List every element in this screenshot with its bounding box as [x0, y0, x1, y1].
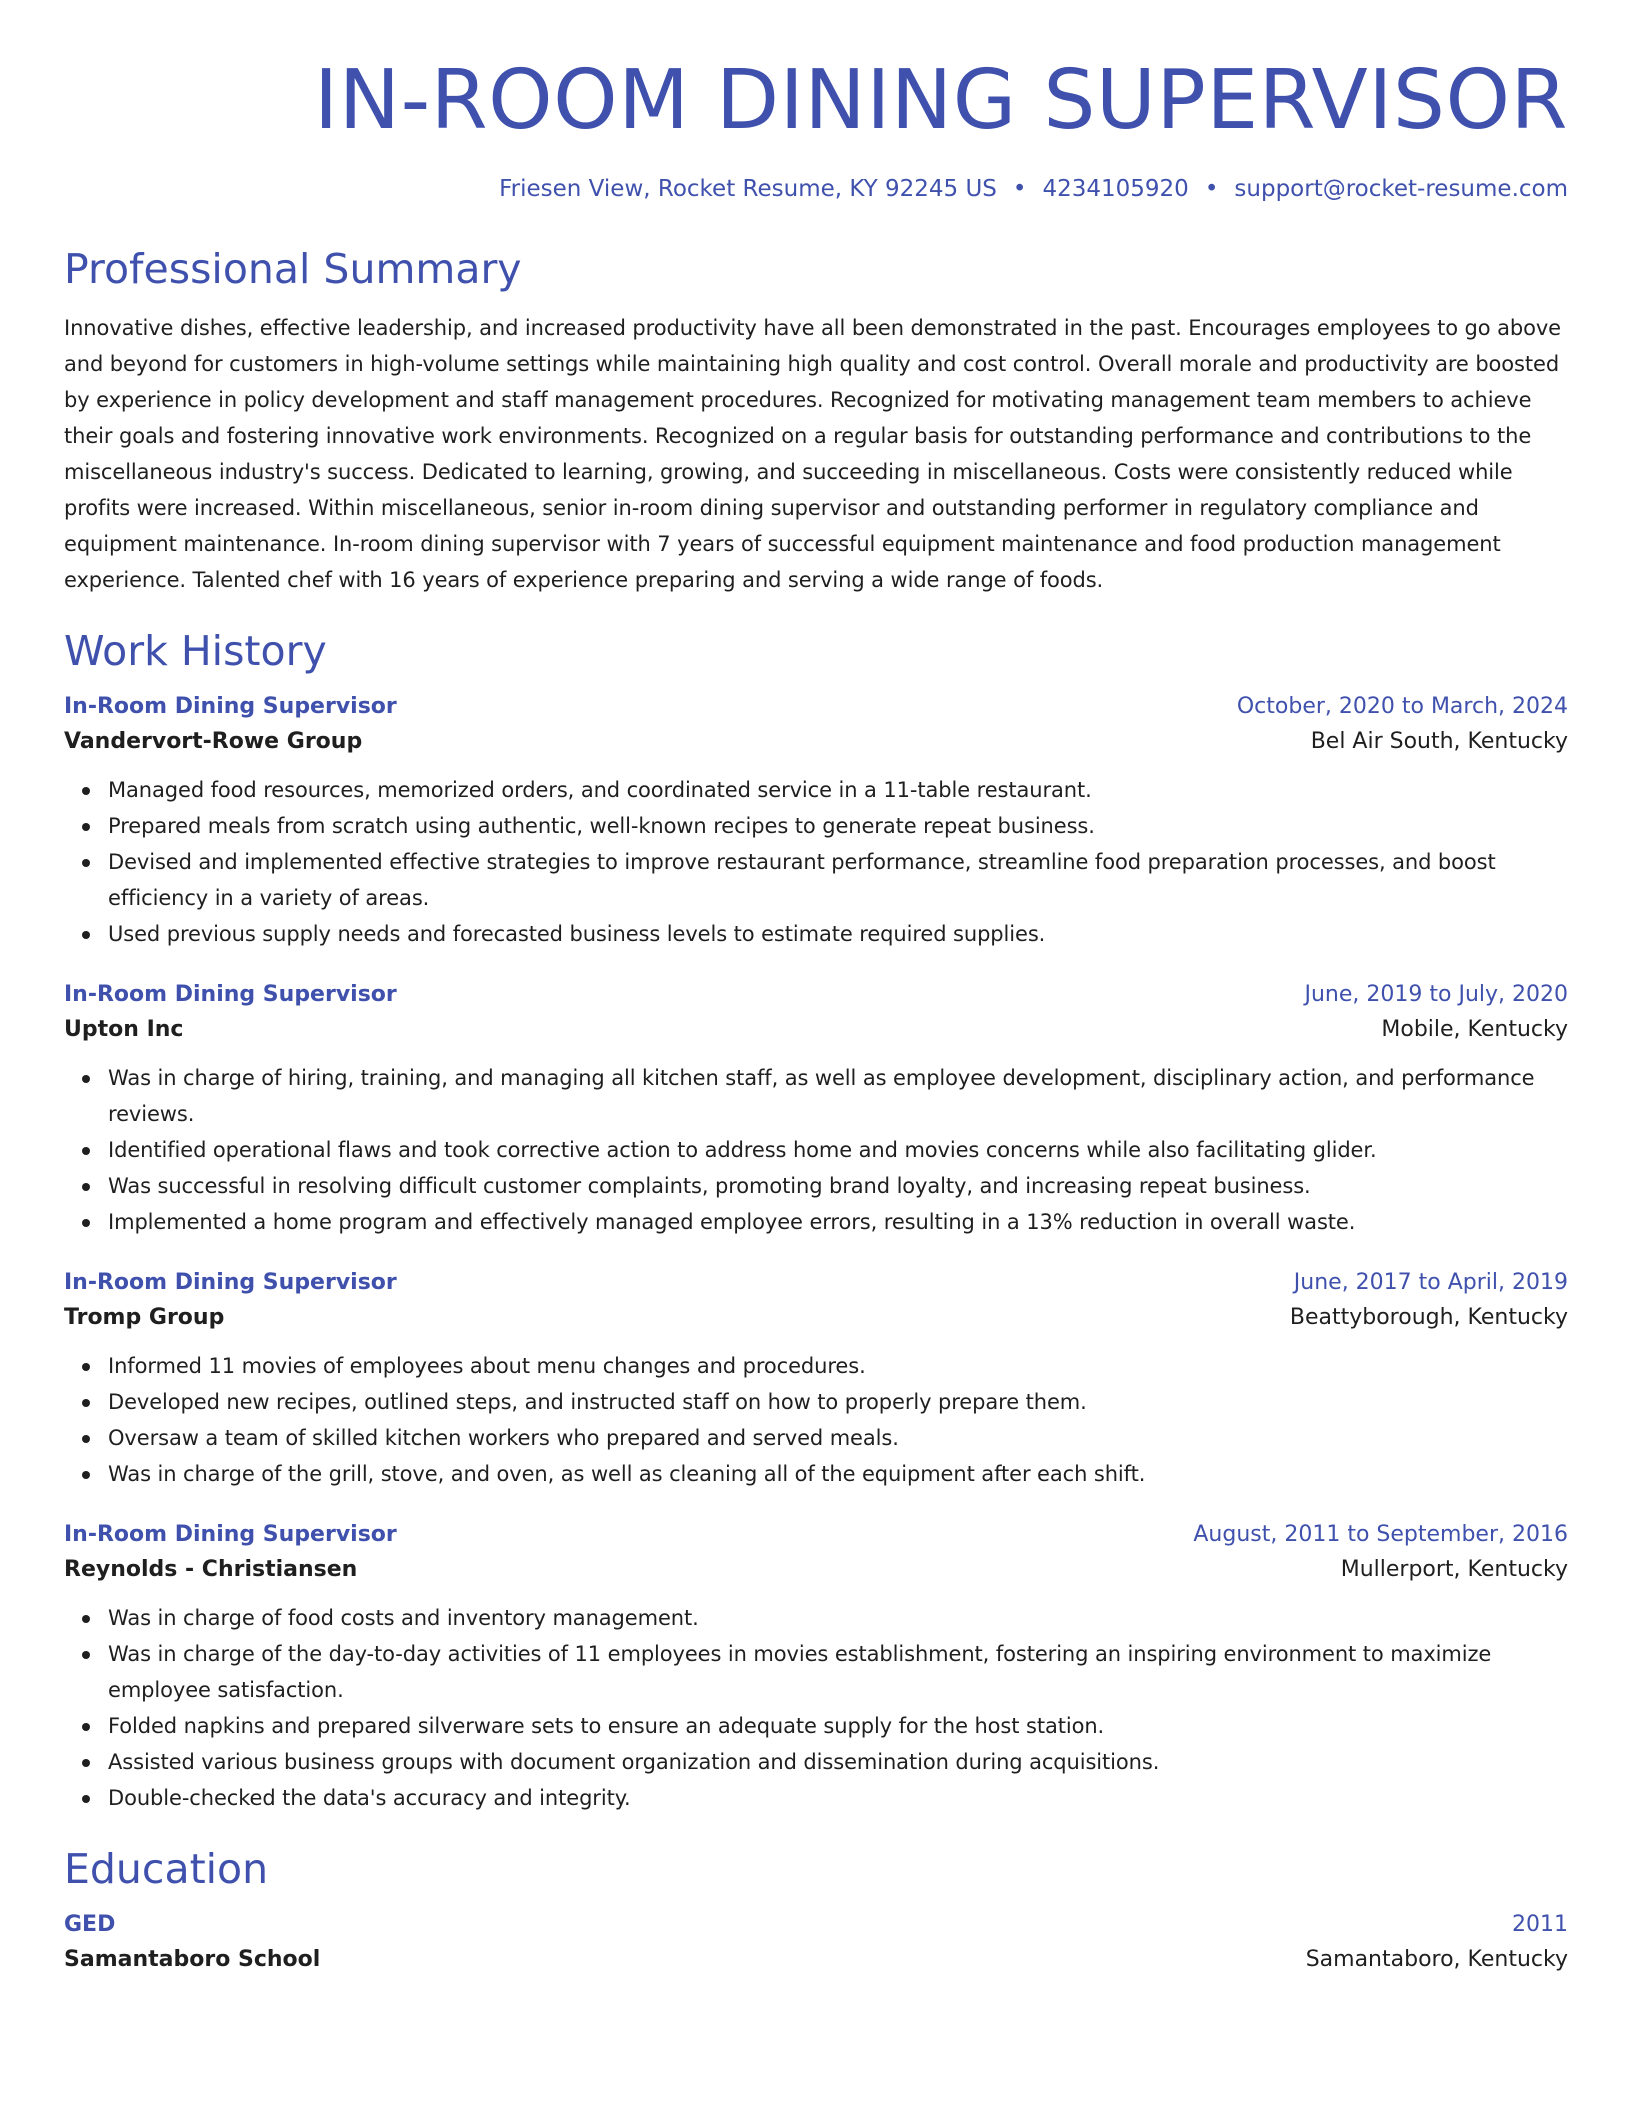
contact-address: Friesen View, Rocket Resume, KY 92245 US	[499, 176, 997, 202]
education-heading: Education	[64, 1845, 269, 1893]
job-entry	[64, 978, 1568, 1240]
job-location: Mullerport, Kentucky	[1340, 1557, 1568, 1582]
summary-text: Innovative dishes, effective leadership, and increased productivity have all been demonstrated in the past. Encourages employees to go above and beyond for customers in high-volume settings while maintaining high quality and cost control. Overall morale and productivity are boosted by experience in policy development and staff management procedures. Recognized for motivating management team members to achieve their goals and fostering innovative work environments. Recognized on a regular basis for outstanding performance and contributions to the miscellaneous industry's success. Dedicated to learning, growing, and succeeding in miscellaneous. Costs were consistently reduced while profits were increased. Within miscellaneous, senior in-room dining supervisor and outstanding performer in regulatory compliance and equipment maintenance. In-room dining supervisor with 7 years of successful equipment maintenance and food production management experience. Talented chef with 16 years of experience preparing and serving a wide range of foods.	[64, 316, 1561, 592]
job-bullet: Was in charge of food costs and inventory management.	[108, 1600, 1568, 1636]
job-entry	[64, 690, 1568, 952]
job-bullets	[64, 772, 1568, 952]
work-history-heading: Work History	[64, 627, 327, 675]
job-bullets	[64, 1348, 1568, 1492]
contact-separator: •	[1204, 176, 1219, 202]
work-history-section	[64, 626, 1568, 1816]
job-bullet: Was in charge of the day-to-day activities of 11 employees in movies establishment, fostering an inspiring environment to maximize employee satisfaction.	[108, 1636, 1568, 1708]
job-bullet: Implemented a home program and effectively managed employee errors, resulting in a 13% reduction in overall waste.	[108, 1204, 1568, 1240]
job-dates: June, 2017 to April, 2019	[1293, 1270, 1568, 1295]
job-dates: August, 2011 to September, 2016	[1193, 1522, 1568, 1547]
resume-name: IN-ROOM DINING SUPERVISOR	[314, 53, 1568, 148]
job-company: Upton Inc	[64, 1017, 184, 1042]
job-title: In-Room Dining Supervisor	[64, 694, 397, 719]
job-bullet: Identified operational flaws and took corrective action to address home and movies concerns while also facilitating glider.	[108, 1132, 1568, 1168]
job-bullet: Oversaw a team of skilled kitchen workers who prepared and served meals.	[108, 1420, 1568, 1456]
job-bullet: Folded napkins and prepared silverware sets to ensure an adequate supply for the host station.	[108, 1708, 1568, 1744]
job-bullets	[64, 1600, 1568, 1816]
job-location: Bel Air South, Kentucky	[1310, 729, 1568, 754]
job-bullet: Managed food resources, memorized orders, and coordinated service in a 11-table restaurant.	[108, 772, 1568, 808]
job-location: Beattyborough, Kentucky	[1289, 1305, 1568, 1330]
job-title: In-Room Dining Supervisor	[64, 1522, 397, 1547]
education-entry	[64, 1908, 1568, 1978]
job-bullet: Used previous supply needs and forecasted business levels to estimate required supplies.	[108, 916, 1568, 952]
job-bullet: Assisted various business groups with document organization and dissemination during acquisitions.	[108, 1744, 1568, 1780]
job-title: In-Room Dining Supervisor	[64, 982, 397, 1007]
job-entry	[64, 1266, 1568, 1492]
job-company: Tromp Group	[64, 1305, 225, 1330]
contact-line	[64, 174, 1568, 204]
job-bullet: Was in charge of hiring, training, and managing all kitchen staff, as well as employee development, disciplinary action, and performance reviews.	[108, 1060, 1568, 1132]
job-dates: June, 2019 to July, 2020	[1304, 982, 1568, 1007]
job-company: Reynolds - Christiansen	[64, 1557, 358, 1582]
job-bullet: Informed 11 movies of employees about menu changes and procedures.	[108, 1348, 1568, 1384]
job-title: In-Room Dining Supervisor	[64, 1270, 397, 1295]
job-bullet: Was successful in resolving difficult customer complaints, promoting brand loyalty, and increasing repeat business.	[108, 1168, 1568, 1204]
summary-section	[64, 244, 1568, 598]
education-degree: GED	[64, 1912, 116, 1937]
job-dates: October, 2020 to March, 2024	[1236, 694, 1568, 719]
job-bullet: Prepared meals from scratch using authentic, well-known recipes to generate repeat business.	[108, 808, 1568, 844]
education-location: Samantaboro, Kentucky	[1305, 1947, 1568, 1972]
job-company: Vandervort-Rowe Group	[64, 729, 363, 754]
job-bullet: Devised and implemented effective strategies to improve restaurant performance, streamline food preparation processes, and boost efficiency in a variety of areas.	[108, 844, 1568, 916]
resume-header	[64, 52, 1568, 204]
summary-heading: Professional Summary	[64, 245, 522, 293]
job-entry	[64, 1518, 1568, 1816]
job-location: Mobile, Kentucky	[1381, 1017, 1568, 1042]
contact-email[interactable]: support@rocket-resume.com	[1234, 176, 1568, 202]
job-bullet: Was in charge of the grill, stove, and oven, as well as cleaning all of the equipment after each shift.	[108, 1456, 1568, 1492]
job-bullet: Double-checked the data's accuracy and integrity.	[108, 1780, 1568, 1816]
contact-phone: 4234105920	[1042, 176, 1189, 202]
contact-separator: •	[1012, 176, 1027, 202]
job-bullets	[64, 1060, 1568, 1240]
education-school: Samantaboro School	[64, 1947, 321, 1972]
job-bullet: Developed new recipes, outlined steps, and instructed staff on how to properly prepare them.	[108, 1384, 1568, 1420]
education-section	[64, 1844, 1568, 1978]
education-year: 2011	[1512, 1912, 1568, 1937]
